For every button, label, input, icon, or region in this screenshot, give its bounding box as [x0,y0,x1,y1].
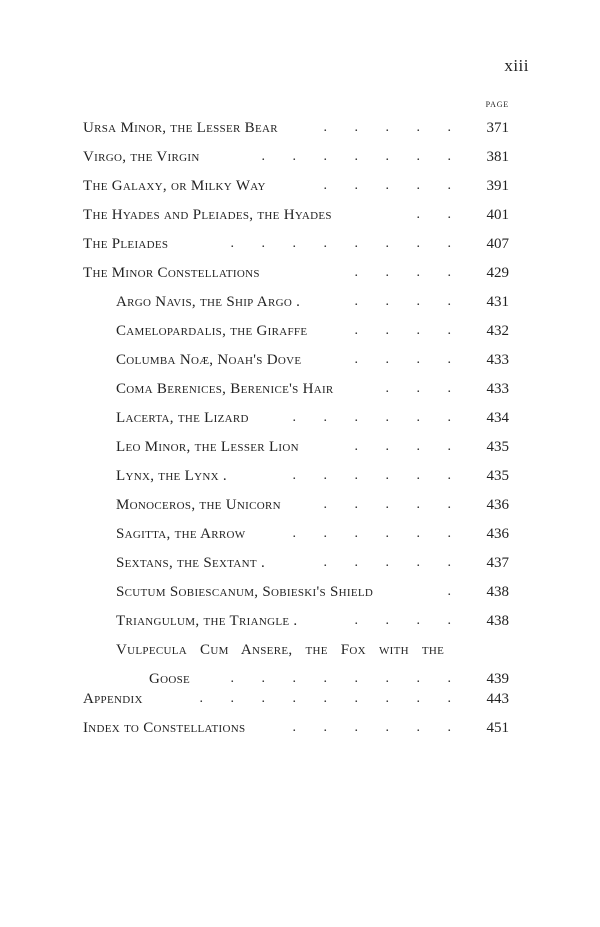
entry-leader-dots: . . . . . . . [261,149,463,164]
entry-title-line2: Goose [149,671,191,687]
entry-leader-dots: . . . . . . . . . [199,691,463,706]
entry-leader-dots: . . . . . [323,178,463,193]
entry-title: Camelopardalis, the Giraffe [116,323,308,339]
entry-leader-dots: . . . . [354,294,463,309]
entry-page-number: 433 [486,381,509,397]
toc-subentry [116,321,509,341]
toc-entry [83,176,509,196]
entry-title: The Minor Constellations [83,265,260,281]
entry-page-number: 429 [486,265,509,281]
entry-title: The Pleiades [83,236,169,252]
entry-page-number: 433 [486,352,509,368]
entry-title: Index to Constellations [83,720,246,736]
entry-page-number: 436 [486,526,509,542]
toc-subentry [116,437,509,457]
toc-entry [83,263,509,283]
entry-leader-dots: . . . . . . [292,720,463,735]
toc-subentry [116,553,509,573]
entry-leader-dots: . . . . [354,265,463,280]
entry-leader-dots: . [447,584,463,599]
toc-subentry [116,611,509,631]
entry-title: Virgo, the Virgin [83,149,200,165]
entry-title: The Galaxy, or Milky Way [83,178,266,194]
entry-leader-dots: . . . . . . [292,526,463,541]
entry-page-number: 434 [486,410,509,426]
entry-title: Lacerta, the Lizard [116,410,249,426]
entry-leader-dots: . . . [385,381,463,396]
toc-subentry [116,408,509,428]
entry-leader-dots: . . . . . . [292,468,463,483]
toc-entry [83,147,509,167]
toc-subentry [116,379,509,399]
entry-page-number: 435 [486,468,509,484]
entry-title: Monoceros, the Unicorn [116,497,281,513]
entry-leader-dots: . . . . . . [292,410,463,425]
entry-page-number: 438 [486,613,509,629]
entry-title: Argo Navis, the Ship Argo . [116,294,301,310]
entry-page-number: 451 [486,720,509,736]
entry-title: Columba Noæ, Noah's Dove [116,352,302,368]
entry-page-number: 371 [486,120,509,136]
toc-subentry [116,350,509,370]
entry-title: Coma Berenices, Berenice's Hair [116,381,334,397]
toc-entry [83,118,509,138]
entry-page-number: 432 [486,323,509,339]
entry-leader-dots: . . . . [354,613,463,628]
toc-subentry [116,466,509,486]
entry-page-number: 407 [486,236,509,252]
toc-subentry [116,292,509,312]
entry-title: Appendix [83,691,143,707]
entry-title-line1: Vulpecula Cum Ansere, the Fox with the [116,642,445,658]
entry-leader-dots: . . . . . [323,555,463,570]
toc-entry [83,205,509,225]
entry-leader-dots: . . . . [354,439,463,454]
entry-page-number: 437 [486,555,509,571]
entry-page-number: 443 [486,691,509,707]
entry-leader-dots: . . . . [354,323,463,338]
entry-page-number: 401 [486,207,509,223]
toc-subentry [116,495,509,515]
entry-leader-dots: . . . . [354,352,463,367]
toc-subentry [116,524,509,544]
entry-title: Lynx, the Lynx . [116,468,227,484]
entry-page-number: 436 [486,497,509,513]
toc-entry [83,234,509,254]
entry-leader-dots: . . . . . [323,497,463,512]
entry-leader-dots: . . . . . . . . [230,671,463,686]
toc-subentry-wrapped [116,640,509,689]
entry-page-number: 439 [486,671,509,687]
page-number: xiii [504,56,529,75]
entry-title: Scutum Sobiescanum, Sobieski's Shield [116,584,374,600]
entry-title: Sextans, the Sextant . [116,555,266,571]
entry-title: Ursa Minor, the Lesser Bear [83,120,278,136]
entry-title: Leo Minor, the Lesser Lion [116,439,299,455]
entry-leader-dots: . . [416,207,463,222]
toc-entry [83,689,509,709]
entry-title: The Hyades and Pleiades, the Hyades [83,207,332,223]
entry-page-number: 431 [486,294,509,310]
entry-title: Triangulum, the Triangle . [116,613,298,629]
toc-entry [83,718,509,738]
toc-subentry [116,582,509,602]
entry-page-number: 391 [486,178,509,194]
entry-page-number: 438 [486,584,509,600]
entry-page-number: 381 [486,149,509,165]
entry-leader-dots: . . . . . . . . [230,236,463,251]
page-column-header: PAGE [485,100,509,109]
entry-page-number: 435 [486,439,509,455]
entry-title: Sagitta, the Arrow [116,526,246,542]
entry-leader-dots: . . . . . [323,120,463,135]
